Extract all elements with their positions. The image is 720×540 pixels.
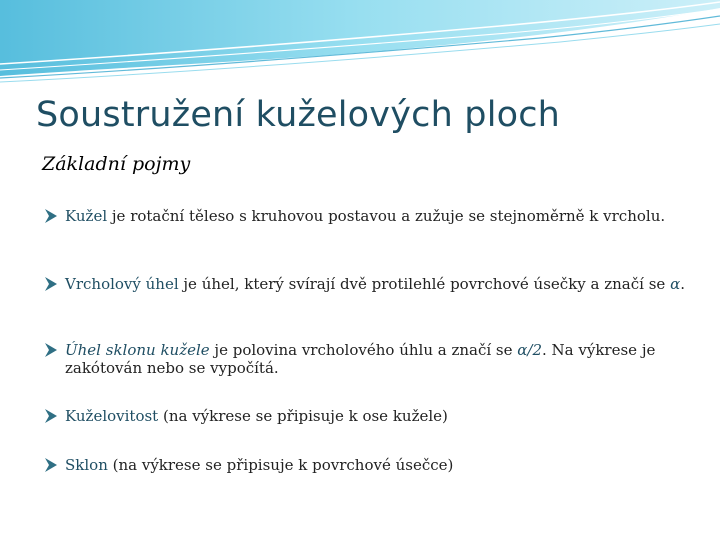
text-vrcholovy-uhel: je úhel, který svírají dvě protilehlé povrchové úsečky a značí se — [178, 275, 671, 293]
end-uhel-sklonu: . Na výkrese je zakótován nebo se vypočítá. — [65, 341, 656, 377]
bullet-kuzel — [44, 207, 694, 225]
term-uhel-sklonu: Úhel sklonu kužele — [65, 341, 210, 359]
term-kuzel: Kužel — [65, 207, 108, 225]
text-kuzel: je rotační těleso s kruhovou postavou a zužuje se stejnoměrně k vrcholu. — [107, 207, 666, 225]
bullet-uhel-sklonu — [44, 341, 694, 377]
text-sklon: (na výkrese se připisuje k povrchové úsečce) — [107, 456, 454, 474]
text-kuzelovitost: (na výkrese se připisuje k ose kužele) — [158, 407, 448, 425]
text-uhel-sklonu: je polovina vrcholového úhlu a značí se — [209, 341, 518, 359]
term-sklon: Sklon — [65, 456, 108, 474]
symbol-alpha: α — [670, 275, 681, 293]
header-wave-decoration — [0, 0, 720, 90]
arrowhead-bullet-icon — [44, 276, 58, 292]
bullet-vrcholovy-uhel — [44, 275, 694, 293]
arrowhead-bullet-icon — [44, 208, 58, 224]
term-kuzelovitost: Kuželovitost — [65, 407, 159, 425]
slide-title: Soustružení kuželových ploch — [36, 95, 561, 135]
arrowhead-bullet-icon — [44, 457, 58, 473]
symbol-alpha-half: α/2 — [517, 341, 543, 359]
term-vrcholovy-uhel: Vrcholový úhel — [65, 275, 179, 293]
arrowhead-bullet-icon — [44, 408, 58, 424]
end-vrcholovy-uhel: . — [680, 275, 685, 293]
bullet-kuzelovitost — [44, 407, 694, 425]
arrowhead-bullet-icon — [44, 342, 58, 358]
slide-subtitle: Základní pojmy — [42, 153, 191, 175]
bullet-sklon — [44, 456, 694, 474]
